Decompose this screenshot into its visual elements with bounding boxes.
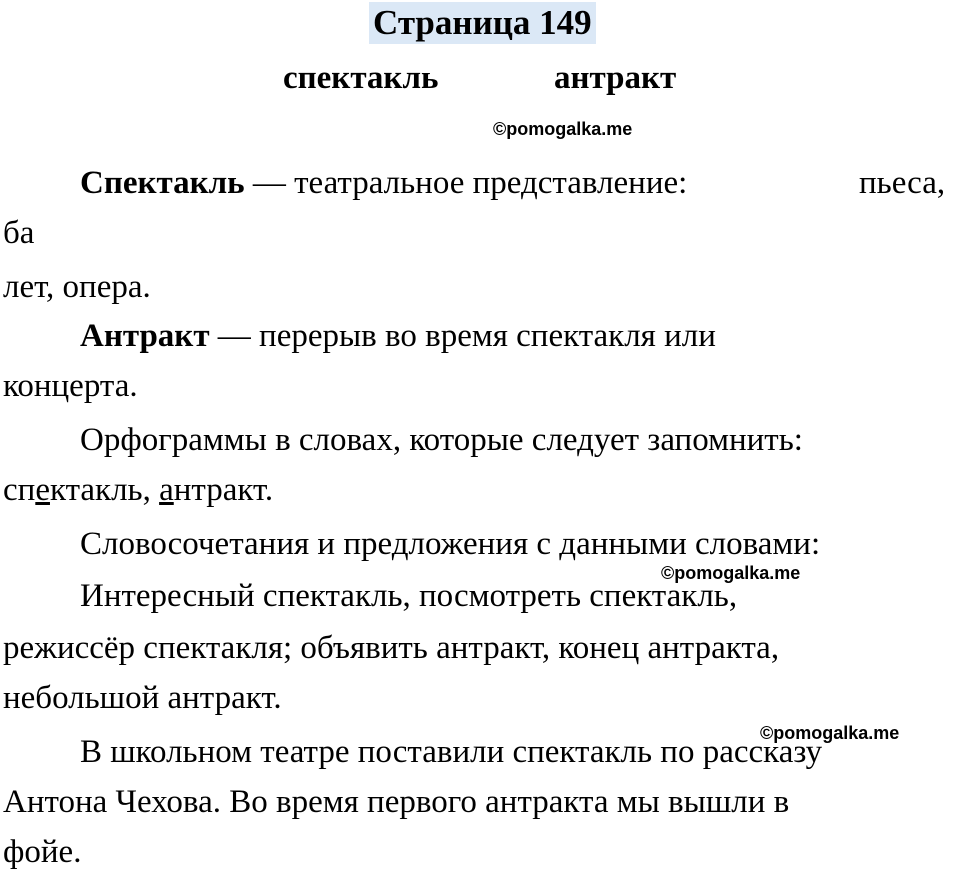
word-spektakl: спектакль xyxy=(283,60,439,96)
text-line: Антона Чехова. Во время первого антракта мы вышли в xyxy=(3,784,790,820)
text-line: режиссёр спектакля; объявить антракт, конец антракта, xyxy=(3,630,780,666)
term: Спектакль xyxy=(80,165,245,201)
term: Антракт xyxy=(80,318,210,354)
text-line: фойе. xyxy=(3,834,82,870)
watermark: ©pomogalka.me xyxy=(760,723,900,743)
text-part: ктакль, xyxy=(49,472,160,508)
word-antrakt: антракт xyxy=(554,60,677,96)
underlined-letter: е xyxy=(35,472,50,508)
text-part: сп xyxy=(3,472,36,508)
text-line: небольшой антракт. xyxy=(3,680,282,716)
watermark: ©pomogalka.me xyxy=(661,563,801,583)
orthogram-line xyxy=(3,470,273,510)
text-line: В школьном театре поставили спектакль по рассказу xyxy=(80,734,823,770)
text-line: ба xyxy=(3,215,35,251)
definition-text: — перерыв во время спектакля или xyxy=(209,318,716,354)
definition-antrakt xyxy=(80,316,716,356)
definition-end: пьеса, xyxy=(859,165,946,201)
text-line: концерта. xyxy=(3,368,138,404)
definition-text: — театральное представление: xyxy=(244,165,688,201)
text-part: нтракт. xyxy=(173,472,274,508)
text-line: Интересный спектакль, посмотреть спектакль, xyxy=(80,578,738,614)
definition-spektakl xyxy=(80,163,687,203)
page-title: Страница 149 xyxy=(369,2,596,44)
underlined-letter: а xyxy=(159,472,174,508)
watermark: ©pomogalka.me xyxy=(493,119,633,139)
text-line: лет, опера. xyxy=(3,269,151,305)
text-line: Словосочетания и предложения с данными словами: xyxy=(80,526,821,562)
text-line: Орфограммы в словах, которые следует запомнить: xyxy=(80,422,803,458)
